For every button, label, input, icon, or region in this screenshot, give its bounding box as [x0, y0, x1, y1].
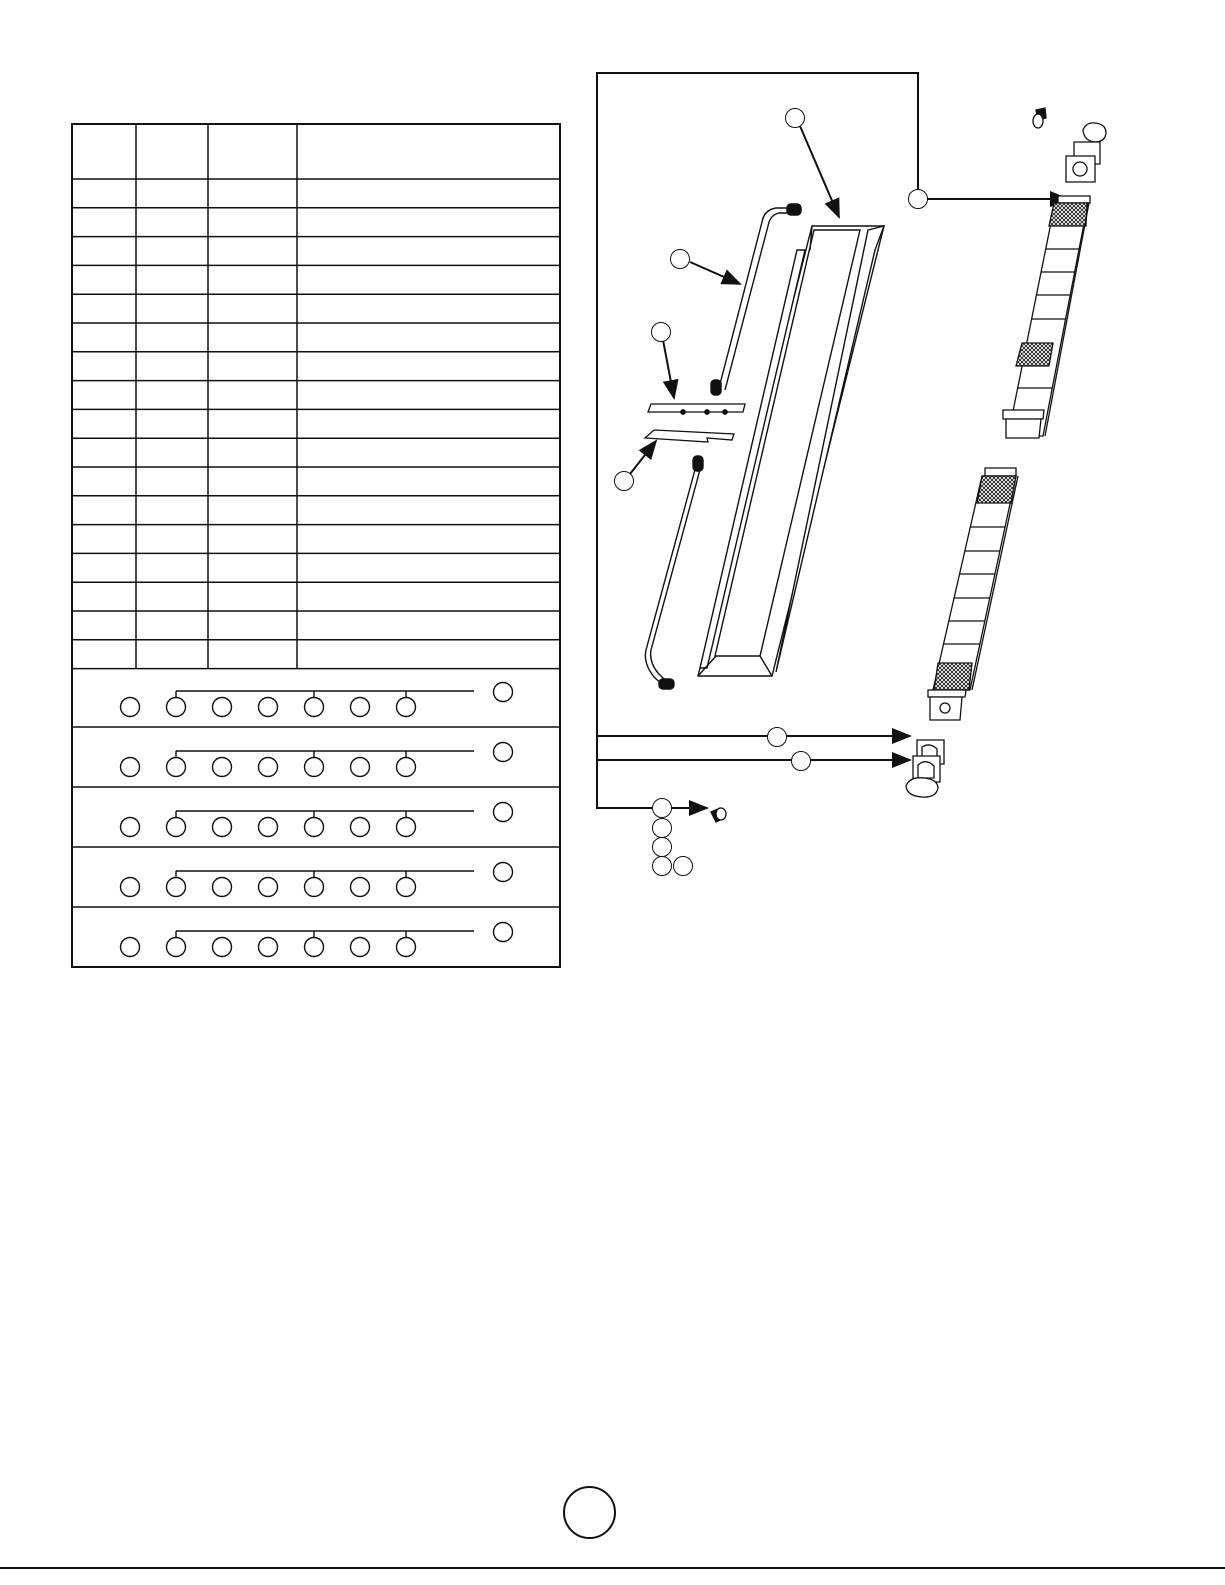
mounting-strip: [645, 404, 745, 442]
upper-segmented-panel: [1003, 196, 1090, 438]
callout-balloon: [651, 322, 671, 342]
callout-balloon: [791, 751, 811, 771]
assembly-bracket: [597, 73, 1068, 808]
callout-balloon: [614, 471, 634, 491]
callout-balloon: [767, 727, 787, 747]
callout-balloon: [652, 856, 672, 876]
channel-housing: [698, 226, 884, 676]
hardware-kit-bottom: [711, 740, 944, 822]
hardware-kit-top: [1033, 108, 1106, 182]
callout-balloon: [652, 837, 672, 857]
lower-segmented-panel: [928, 468, 1018, 720]
callout-balloon: [673, 856, 693, 876]
callout-balloon: [670, 249, 690, 269]
callout-balloon: [652, 798, 672, 818]
footer-rule: [0, 1567, 1225, 1569]
callout-balloon: [785, 108, 805, 128]
page-number-badge: [563, 1486, 616, 1539]
lower-tube: [645, 456, 703, 689]
callout-balloon: [908, 189, 928, 209]
callout-balloon: [652, 818, 672, 838]
